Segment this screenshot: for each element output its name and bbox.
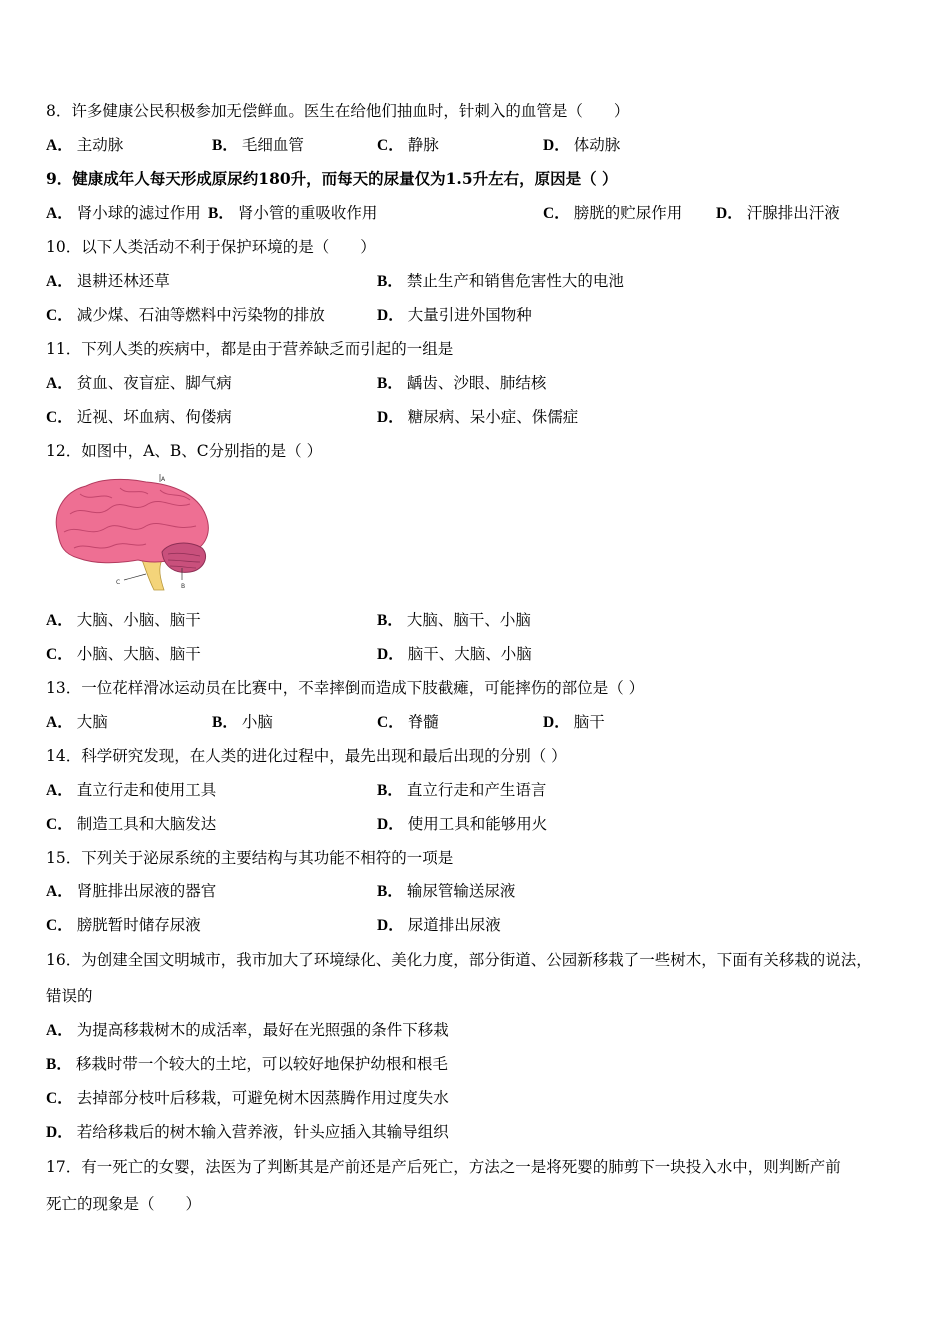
option-text: 龋齿、沙眼、肺结核 — [406, 374, 547, 392]
option-text: 大脑 — [76, 713, 108, 731]
q11-option-b[interactable] — [377, 373, 546, 394]
figure-label-c: C — [116, 579, 121, 586]
q12-option-b[interactable] — [377, 610, 531, 631]
q8-option-c[interactable] — [377, 135, 439, 156]
option-label: D． — [46, 1124, 73, 1141]
q15-option-b[interactable] — [377, 881, 515, 902]
q14-option-a[interactable] — [46, 780, 216, 801]
option-text: 若给移栽后的树木输入营养液，针头应插入其输导组织 — [76, 1123, 449, 1141]
q16-option-c[interactable] — [46, 1088, 449, 1109]
option-label: C． — [543, 205, 570, 222]
option-label: D． — [377, 816, 404, 833]
option-text: 近视、坏血病、佝偻病 — [76, 408, 232, 426]
option-label: D． — [377, 646, 404, 663]
option-label: B． — [46, 1056, 72, 1073]
option-label: B． — [208, 205, 234, 222]
option-label: A． — [46, 1022, 73, 1039]
option-label: A． — [46, 137, 73, 154]
q13-option-c[interactable] — [377, 712, 439, 733]
q12-option-a[interactable] — [46, 610, 201, 631]
q13-option-a[interactable] — [46, 712, 108, 733]
option-label: B． — [377, 273, 403, 290]
question-13-stem: 13．一位花样滑冰运动员在比赛中，不幸摔倒而造成下肢截瘫，可能摔伤的部位是（ ） — [46, 679, 645, 697]
q10-option-b[interactable] — [377, 271, 624, 292]
option-label: D． — [377, 307, 404, 324]
option-text: 大脑、脑干、小脑 — [406, 611, 531, 629]
option-text: 糖尿病、呆小症、侏儒症 — [407, 408, 579, 426]
option-label: B． — [377, 375, 403, 392]
option-text: 肾小球的滤过作用 — [76, 204, 201, 222]
q9-option-a[interactable] — [46, 203, 201, 224]
q16-option-a[interactable] — [46, 1020, 449, 1041]
q15-option-a[interactable] — [46, 881, 216, 902]
option-label: B． — [377, 612, 403, 629]
option-text: 体动脉 — [573, 136, 621, 154]
question-15-stem: 15．下列关于泌尿系统的主要结构与其功能不相符的一项是 — [46, 849, 454, 867]
option-text: 脑干、大脑、小脑 — [407, 645, 532, 663]
option-text: 毛细血管 — [241, 136, 304, 154]
q14-option-b[interactable] — [377, 780, 546, 801]
option-text: 输尿管输送尿液 — [406, 882, 516, 900]
option-text: 肾脏排出尿液的器官 — [76, 882, 217, 900]
q12-option-d[interactable] — [377, 644, 532, 665]
q8-option-a[interactable] — [46, 135, 123, 156]
option-label: A． — [46, 205, 73, 222]
option-label: C． — [46, 1090, 73, 1107]
option-text: 为提高移栽树木的成活率，最好在光照强的条件下移栽 — [76, 1021, 449, 1039]
q9-option-d[interactable] — [716, 203, 840, 224]
option-label: D． — [716, 205, 743, 222]
option-text: 使用工具和能够用火 — [407, 815, 548, 833]
option-label: C． — [46, 409, 73, 426]
figure-label-b: B — [181, 583, 186, 590]
q16-option-d[interactable] — [46, 1122, 449, 1143]
q8-option-b[interactable] — [212, 135, 304, 156]
option-text: 直立行走和使用工具 — [76, 781, 217, 799]
q14-option-d[interactable] — [377, 814, 547, 835]
option-label: B． — [212, 137, 238, 154]
option-label: A． — [46, 273, 73, 290]
option-label: C． — [46, 917, 73, 934]
option-label: A． — [46, 612, 73, 629]
figure-label-a: A — [161, 476, 166, 483]
question-11-stem: 11．下列人类的疾病中，都是由于营养缺乏而引起的一组是 — [46, 340, 454, 358]
option-label: D． — [377, 917, 404, 934]
option-text: 直立行走和产生语言 — [406, 781, 547, 799]
question-17-stem: 17．有一死亡的女婴，法医为了判断其是产前还是产后死亡，方法之一是将死婴的肺剪下一块投入水中，则判断产前 — [46, 1158, 841, 1176]
option-text: 减少煤、石油等燃料中污染物的排放 — [76, 306, 325, 324]
q15-option-c[interactable] — [46, 915, 201, 936]
option-text: 脑干 — [573, 713, 605, 731]
option-label: B． — [377, 782, 403, 799]
question-17-stem-cont: 死亡的现象是（ ） — [46, 1195, 202, 1213]
option-label: B． — [377, 883, 403, 900]
question-9-stem: 9．健康成年人每天形成原尿约180升，而每天的尿量仅为1.5升左右，原因是（ ） — [46, 169, 618, 188]
q9-option-c[interactable] — [543, 203, 682, 224]
option-text: 静脉 — [407, 136, 439, 154]
option-text: 膀胱暂时储存尿液 — [76, 916, 201, 934]
q14-option-c[interactable] — [46, 814, 216, 835]
option-label: A． — [46, 375, 73, 392]
q9-option-b[interactable] — [208, 203, 377, 224]
question-12-stem: 12．如图中，A、B、C分别指的是（ ） — [46, 442, 323, 460]
question-16-stem-cont: 错误的 — [46, 987, 93, 1005]
q11-option-a[interactable] — [46, 373, 232, 394]
option-label: D． — [543, 137, 570, 154]
option-text: 大量引进外国物种 — [407, 306, 532, 324]
question-10-stem: 10．以下人类活动不利于保护环境的是（ ） — [46, 238, 376, 256]
q10-option-d[interactable] — [377, 305, 532, 326]
q10-option-a[interactable] — [46, 271, 170, 292]
option-text: 贫血、夜盲症、脚气病 — [76, 374, 232, 392]
option-text: 退耕还林还草 — [76, 272, 170, 290]
option-text: 尿道排出尿液 — [407, 916, 501, 934]
q13-option-b[interactable] — [212, 712, 273, 733]
brain-diagram — [50, 474, 215, 592]
option-label: D． — [377, 409, 404, 426]
option-text: 汗腺排出汗液 — [746, 204, 840, 222]
option-text: 大脑、小脑、脑干 — [76, 611, 201, 629]
option-text: 移栽时带一个较大的土坨，可以较好地保护幼根和根毛 — [75, 1055, 448, 1073]
q15-option-d[interactable] — [377, 915, 501, 936]
option-text: 制造工具和大脑发达 — [76, 815, 217, 833]
question-14-stem: 14．科学研究发现，在人类的进化过程中，最先出现和最后出现的分别（ ） — [46, 747, 567, 765]
q16-option-b[interactable] — [46, 1054, 448, 1075]
option-label: B． — [212, 714, 238, 731]
option-text: 小脑、大脑、脑干 — [76, 645, 201, 663]
q10-option-c[interactable] — [46, 305, 325, 326]
option-label: C． — [377, 137, 404, 154]
option-label: A． — [46, 714, 73, 731]
option-text: 脊髓 — [407, 713, 439, 731]
option-text: 膀胱的贮尿作用 — [573, 204, 683, 222]
option-text: 小脑 — [241, 713, 273, 731]
option-label: C． — [46, 646, 73, 663]
option-text: 肾小管的重吸收作用 — [237, 204, 378, 222]
option-text: 去掉部分枝叶后移栽，可避免树木因蒸腾作用过度失水 — [76, 1089, 449, 1107]
option-label: A． — [46, 883, 73, 900]
option-label: A． — [46, 782, 73, 799]
question-8-stem: 8．许多健康公民积极参加无偿鲜血。医生在给他们抽血时，针刺入的血管是（ ） — [46, 102, 630, 120]
q11-option-d[interactable] — [377, 407, 578, 428]
option-label: C． — [377, 714, 404, 731]
q13-option-d[interactable] — [543, 712, 605, 733]
option-text: 主动脉 — [76, 136, 124, 154]
question-16-stem: 16．为创建全国文明城市，我市加大了环境绿化、美化力度，部分街道、公园新移栽了一些树木，下面有关移栽的说法， — [46, 951, 872, 969]
option-text: 禁止生产和销售危害性大的电池 — [406, 272, 624, 290]
q11-option-c[interactable] — [46, 407, 232, 428]
option-label: C． — [46, 816, 73, 833]
q12-option-c[interactable] — [46, 644, 201, 665]
q8-option-d[interactable] — [543, 135, 620, 156]
option-label: C． — [46, 307, 73, 324]
option-label: D． — [543, 714, 570, 731]
